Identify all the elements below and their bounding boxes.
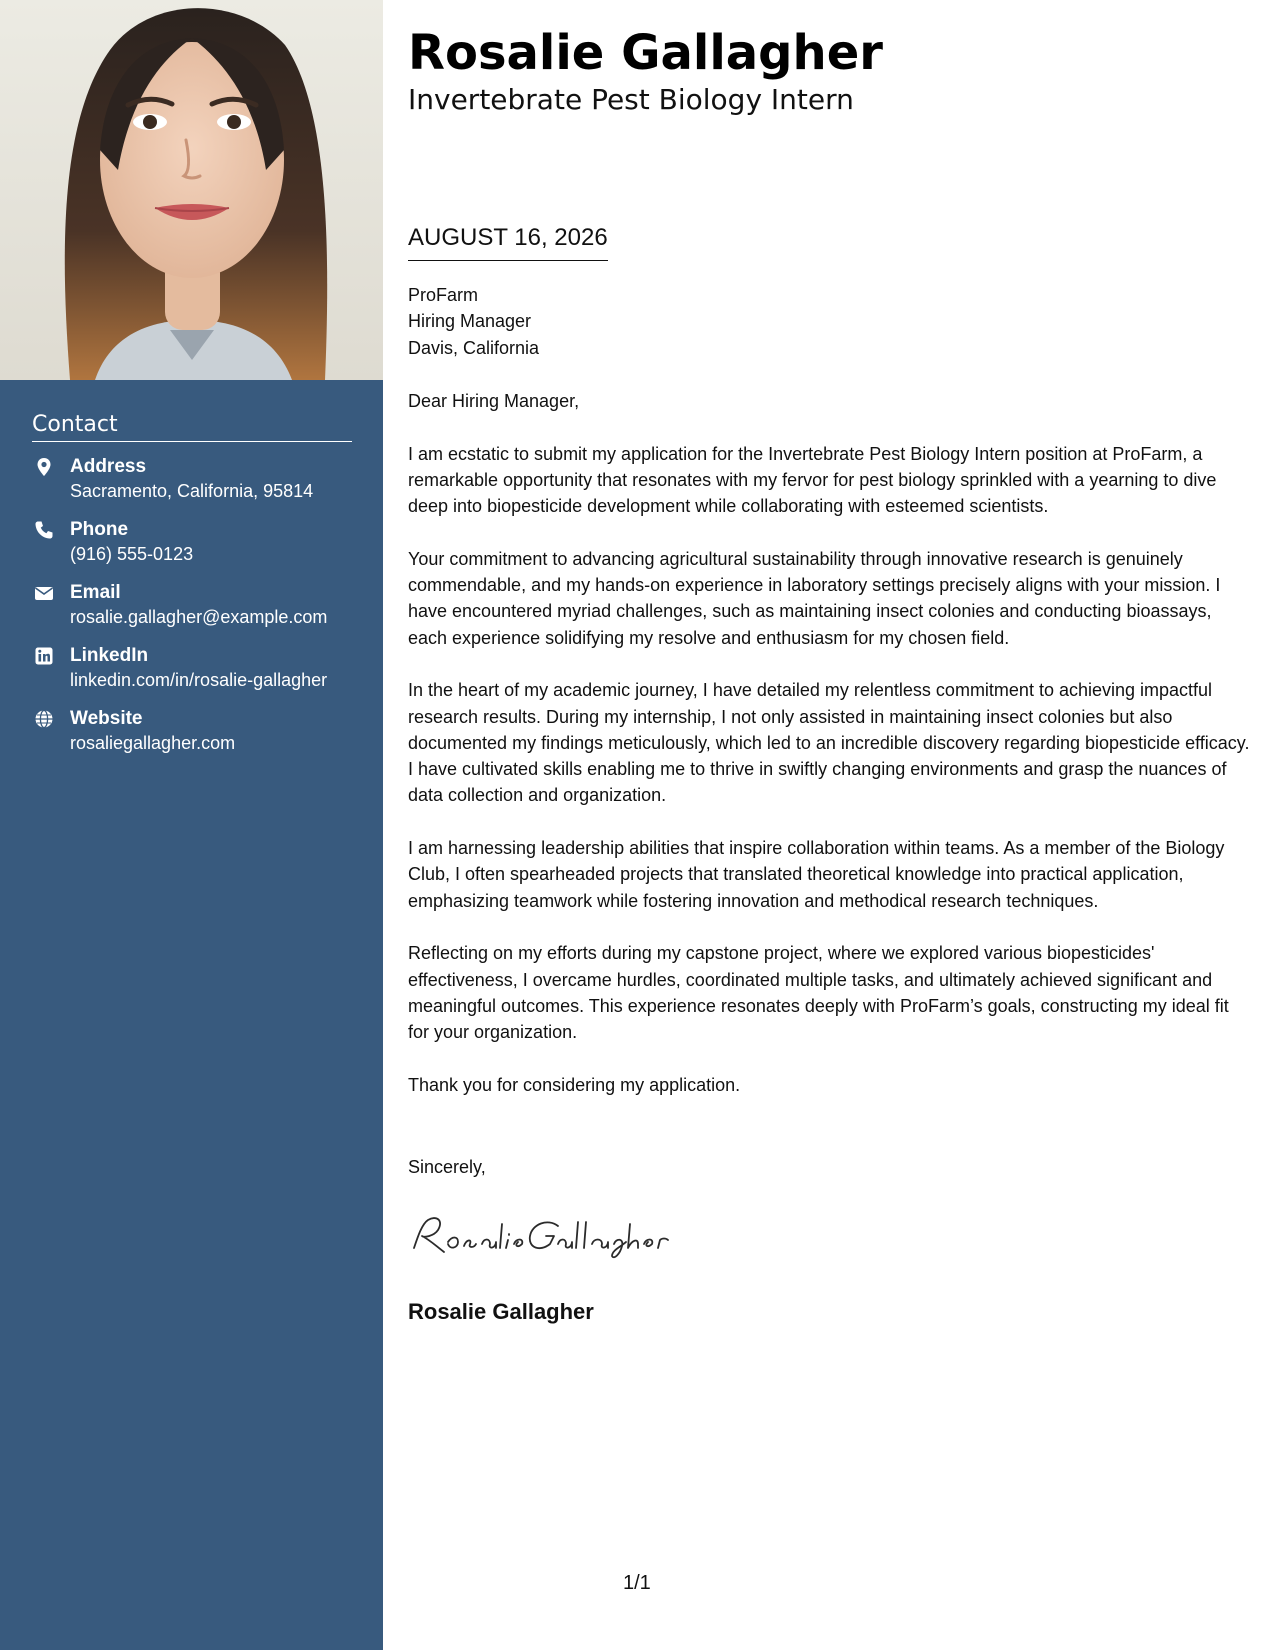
sidebar: [0, 0, 383, 1650]
phone-label: Phone: [70, 519, 129, 540]
letter-body: [408, 388, 1250, 1124]
linkedin-label: LinkedIn: [70, 645, 149, 666]
profile-photo: [0, 0, 383, 380]
page-number: 1/1: [623, 1572, 651, 1594]
address-label: Address: [70, 456, 147, 477]
phone-value: (916) 555-0123: [70, 544, 194, 564]
contact-section: [32, 412, 352, 769]
recipient-company: ProFarm: [408, 285, 479, 305]
contact-item-linkedin: [32, 643, 352, 706]
email-value[interactable]: rosalie.gallagher@example.com: [70, 607, 328, 627]
map-pin-icon: [34, 457, 54, 477]
paragraph-4: I am harnessing leadership abilities that inspire collaboration within teams. As a member of the Biology Club, I often spearheaded projects that translated theoretical knowledge into practical application, emphasizing teamwork while fostering innovation and methodical research techniques.: [408, 838, 1225, 911]
paragraph-5: Reflecting on my efforts during my capstone project, where we explored various biopesticides' effectiveness, I overcame hurdles, coordinated multiple tasks, and ultimately achieved significant and meaningful outcomes. This experience resonates deeply with ProFarm’s goals, constructing my ideal fit for your organization.: [408, 943, 1229, 1043]
contact-list: [32, 454, 352, 769]
paragraph-2: Your commitment to advancing agricultural sustainability through innovative research is genuinely commendable, and my hands-on experience in laboratory settings precisely aligns with your mission. I have encountered myriad challenges, such as maintaining insect colonies and conducting bioassays, each experience solidifying my resolve and enthusiasm for my chosen field.: [408, 548, 1221, 648]
paragraph-3: In the heart of my academic journey, I have detailed my relentless commitment to achieving impactful research results. During my internship, I not only assisted in maintaining insect colonies but also documented my findings meticulously, which led to an incredible discovery regarding biopesticide efficacy. I have cultivated skills enabling me to thrive in swiftly changing environments and grasp the nuances of data collection and organization.: [408, 680, 1250, 806]
handwritten-signature: [408, 1206, 678, 1266]
linkedin-value[interactable]: linkedin.com/in/rosalie-gallagher: [70, 670, 328, 690]
recipient-block: [408, 282, 539, 361]
website-label: Website: [70, 708, 143, 729]
job-title: Invertebrate Pest Biology Intern: [408, 83, 854, 116]
paragraph-6: Thank you for considering my application.: [408, 1074, 741, 1095]
portrait-illustration: [0, 0, 383, 380]
contact-item-address: [32, 454, 352, 517]
applicant-name: Rosalie Gallagher: [408, 25, 883, 81]
letter-date: AUGUST 16, 2026: [408, 222, 608, 261]
address-value: Sacramento, California, 95814: [70, 481, 314, 501]
email-label: Email: [70, 582, 121, 603]
contact-item-email: [32, 580, 352, 643]
contact-item-phone: [32, 517, 352, 580]
recipient-role: Hiring Manager: [408, 311, 532, 332]
contact-item-website: [32, 706, 352, 769]
paragraph-1: I am ecstatic to submit my application for the Invertebrate Pest Biology Intern position at ProFarm, a remarkable opportunity that resonates with my fervor for pest biology sprinkled with a yearning to dive deep into biopesticide development while collaborating with esteemed scientists.: [408, 443, 1217, 517]
recipient-location: Davis, California: [408, 337, 540, 358]
linkedin-icon: [34, 646, 54, 666]
salutation: Dear Hiring Manager,: [408, 391, 580, 411]
signer-name: Rosalie Gallagher: [408, 1299, 594, 1324]
envelope-icon: [34, 583, 54, 603]
contact-heading: Contact: [32, 412, 352, 442]
website-value[interactable]: rosaliegallagher.com: [70, 733, 236, 753]
globe-icon: [34, 709, 54, 729]
phone-icon: [34, 520, 54, 540]
closing: Sincerely,: [408, 1157, 486, 1177]
